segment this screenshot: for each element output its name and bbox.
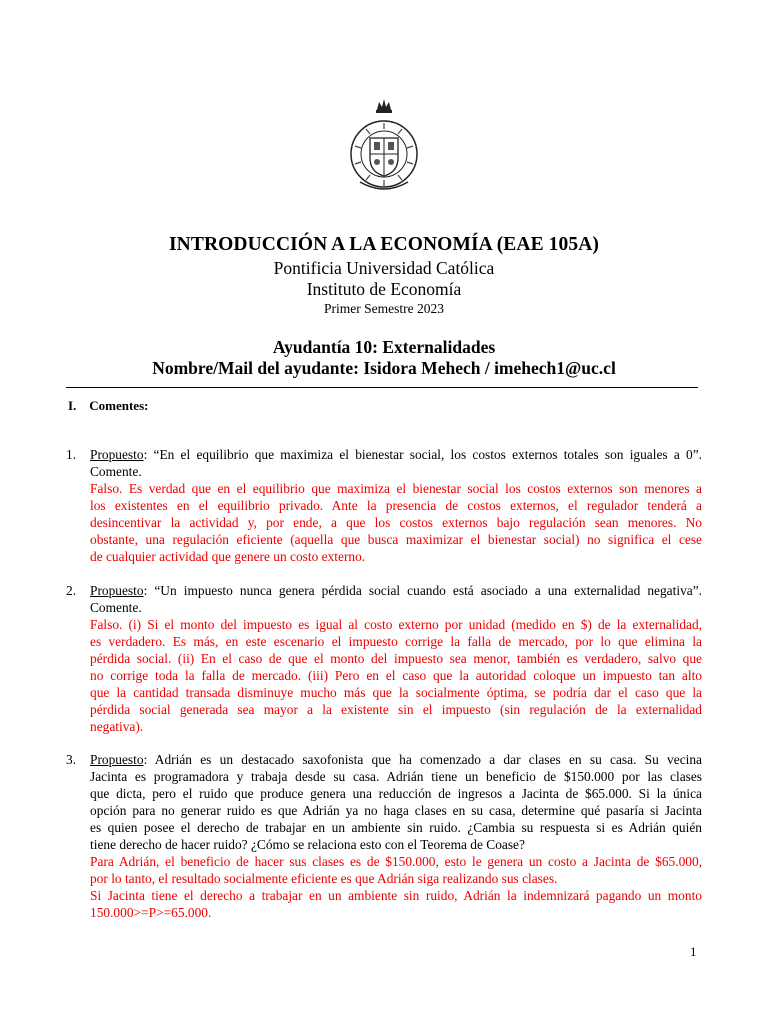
university-seal-icon xyxy=(350,96,418,196)
answer-line: negativa). xyxy=(90,719,144,734)
question-item-3 xyxy=(66,751,702,921)
assistant-info: Nombre/Mail del ayudante: Isidora Mehech / imehech1@uc.cl xyxy=(152,358,616,378)
item-label: Propuesto xyxy=(90,447,144,462)
answer-block xyxy=(90,480,702,565)
item-number: 2. xyxy=(66,583,77,598)
answer-line: de cualquier actividad que genere un costo externo. xyxy=(90,549,366,564)
university-name: Pontificia Universidad Católica xyxy=(273,258,495,278)
section-number: I. xyxy=(68,398,77,413)
answer-line: obstante, una regulación eficiente (aquella que busca maximizar el bienestar social) no significa el cese xyxy=(90,532,702,547)
item-label: Propuesto xyxy=(90,583,144,598)
question-line: Comente. xyxy=(90,464,142,479)
answer-block xyxy=(90,853,702,921)
section-title: Comentes: xyxy=(89,398,149,413)
course-title: INTRODUCCIÓN A LA ECONOMÍA (EAE 105A) xyxy=(168,234,600,255)
answer-line: no corrige toda la falla de mercado. (iii) Pero en el caso que la autoridad coloque un impuesto tan alto xyxy=(90,668,702,683)
header-divider xyxy=(66,387,698,388)
answer-line: desincentivar la actividad y, por ende, a que los costos externos bajo regulación sean menores. No xyxy=(90,515,702,530)
question-line: tiene derecho de hacer ruido? ¿Cómo se relaciona esto con el Teorema de Coase? xyxy=(90,837,525,852)
answer-block xyxy=(90,616,702,735)
answer-line: Falso. Es verdad que en el equilibrio que maximiza el bienestar social los costos externos son menores a xyxy=(90,481,702,496)
answer-line: los existentes en el equilibrio privado. Ante la presencia de costos externos, el regulador tenderá a xyxy=(90,498,702,513)
semester-label: Primer Semestre 2023 xyxy=(324,301,444,316)
question-line: Jacinta es programadora y trabaja desde su casa. Adrián tiene un beneficio de $150.000 por las clases xyxy=(90,769,702,784)
question-line: opción para no generar ruido es que Adrián ya no haga clases en su casa, determine qué pasaría si Jacinta xyxy=(90,803,702,818)
question-line: Propuesto: “En el equilibrio que maximiza el bienestar social, los costos externos totales son iguales a 0”. xyxy=(90,447,702,462)
item-label: Propuesto xyxy=(90,752,144,767)
question-line: que dicta, pero el ruido que produce genera una reducción de ingresos a Jacinta de $65.000. Si la única xyxy=(90,786,702,801)
answer-line: pérdida social generada sea mayor a la existente sin el impuesto (sin regulación de la externalidad xyxy=(90,702,702,717)
section-heading xyxy=(68,398,148,414)
question-line: Propuesto: “Un impuesto nunca genera pérdida social cuando está asociado a una externalidad negativa”. xyxy=(90,583,702,598)
question-item-1 xyxy=(66,446,702,565)
answer-line: por lo tanto, el resultado socialmente eficiente es que Adrián siga realizando sus clases. xyxy=(90,871,558,886)
answer-line: es verdadero. Es más, en este escenario el impuesto corrige la falla de mercado, por lo que elimina la xyxy=(90,634,702,649)
question-item-2 xyxy=(66,582,702,735)
item-number: 1. xyxy=(66,447,77,462)
institute-name: Instituto de Economía xyxy=(306,279,462,299)
assignment-title: Ayudantía 10: Externalidades xyxy=(272,337,496,357)
question-line: Propuesto: Adrián es un destacado saxofonista que ha comenzado a dar clases en su casa. Su vecina xyxy=(90,752,702,767)
answer-line: Falso. (i) Si el monto del impuesto es igual al costo externo por unidad (medido en $) de la externalidad, xyxy=(90,617,702,632)
item-number: 3. xyxy=(66,752,77,767)
answer-line: Para Adrián, el beneficio de hacer sus clases es de $150.000, esto le genera un costo a Jacinta de $65.000, xyxy=(90,854,702,869)
page-number: 1 xyxy=(690,944,697,959)
answer-line: que la cantidad transada disminuye mucho más que la socialmente óptima, se podría dar el caso que la xyxy=(90,685,702,700)
answer-line: Si Jacinta tiene el derecho a trabajar en un ambiente sin ruido, Adrián la indemnizará pagando un monto xyxy=(90,888,702,903)
question-line: Comente. xyxy=(90,600,142,615)
answer-line: pérdida social. (ii) En el caso de que el monto del impuesto sea menor, también es verdadero, salvo que xyxy=(90,651,702,666)
question-line: es quien posee el derecho de trabajar en un ambiente sin ruido. ¿Cambia su respuesta si es Adrián quién xyxy=(90,820,702,835)
answer-line: 150.000>=P>=65.000. xyxy=(90,905,212,920)
